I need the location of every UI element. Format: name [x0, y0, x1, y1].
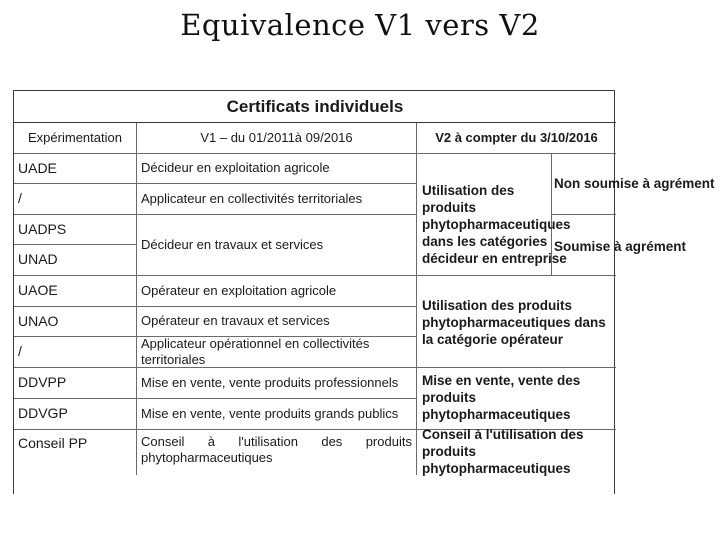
- certificats-table: [13, 90, 615, 494]
- row-v1: Mise en vente, vente produits professionnels: [137, 368, 417, 399]
- row-v1: Décideur en exploitation agricole: [137, 154, 417, 184]
- row-code: /: [14, 184, 137, 215]
- justified-line: [141, 434, 412, 450]
- v2-decideur: Utilisation des produits phytopharmaceutiques dans les catégories décideur en entreprise: [417, 154, 552, 276]
- word: produits: [365, 434, 412, 449]
- row-code: UNAD: [14, 245, 137, 276]
- row-code: UADPS: [14, 215, 137, 245]
- header-v1: V1 – du 01/2011à 09/2016: [137, 123, 417, 154]
- non-soumise-label: Non soumise à agrément: [554, 176, 715, 191]
- word: l'utilisation: [238, 434, 298, 449]
- word: des: [321, 434, 343, 449]
- row-v1: Mise en vente, vente produits grands publics: [137, 399, 417, 430]
- row-v1: Applicateur en collectivités territoriales: [137, 184, 417, 215]
- v2-operateur: Utilisation des produits phytopharmaceutiques dans la catégorie opérateur: [417, 276, 616, 368]
- row-code: Conseil PP: [14, 430, 137, 475]
- row-v1: Applicateur opérationnel en collectivités territoriales: [137, 337, 417, 368]
- line-2: phytopharmaceutiques: [141, 450, 273, 466]
- slide-title: Equivalence V1 vers V2: [180, 8, 540, 42]
- row-v1: Opérateur en travaux et services: [137, 307, 417, 337]
- word: Conseil: [141, 434, 185, 449]
- v2-vente: Mise en vente, vente des produits phytopharmaceutiques: [417, 368, 616, 430]
- row-v1-conseil: [137, 430, 417, 475]
- row-code: UNAO: [14, 307, 137, 337]
- row-code: DDVGP: [14, 399, 137, 430]
- header-experimentation: Expérimentation: [14, 123, 137, 154]
- header-v2: V2 à compter du 3/10/2016: [417, 123, 616, 154]
- row-code: DDVPP: [14, 368, 137, 399]
- row-v1: Opérateur en exploitation agricole: [137, 276, 417, 307]
- row-code: UADE: [14, 154, 137, 184]
- soumise-label: Soumise à agrément: [554, 239, 687, 254]
- row-code: /: [14, 337, 137, 368]
- word: à: [207, 434, 215, 449]
- table-title: Certificats individuels: [14, 91, 616, 123]
- row-v1: Décideur en travaux et services: [137, 215, 417, 276]
- v2-conseil: Conseil à l'utilisation des produits phytopharmaceutiques: [422, 427, 584, 476]
- row-code: UAOE: [14, 276, 137, 307]
